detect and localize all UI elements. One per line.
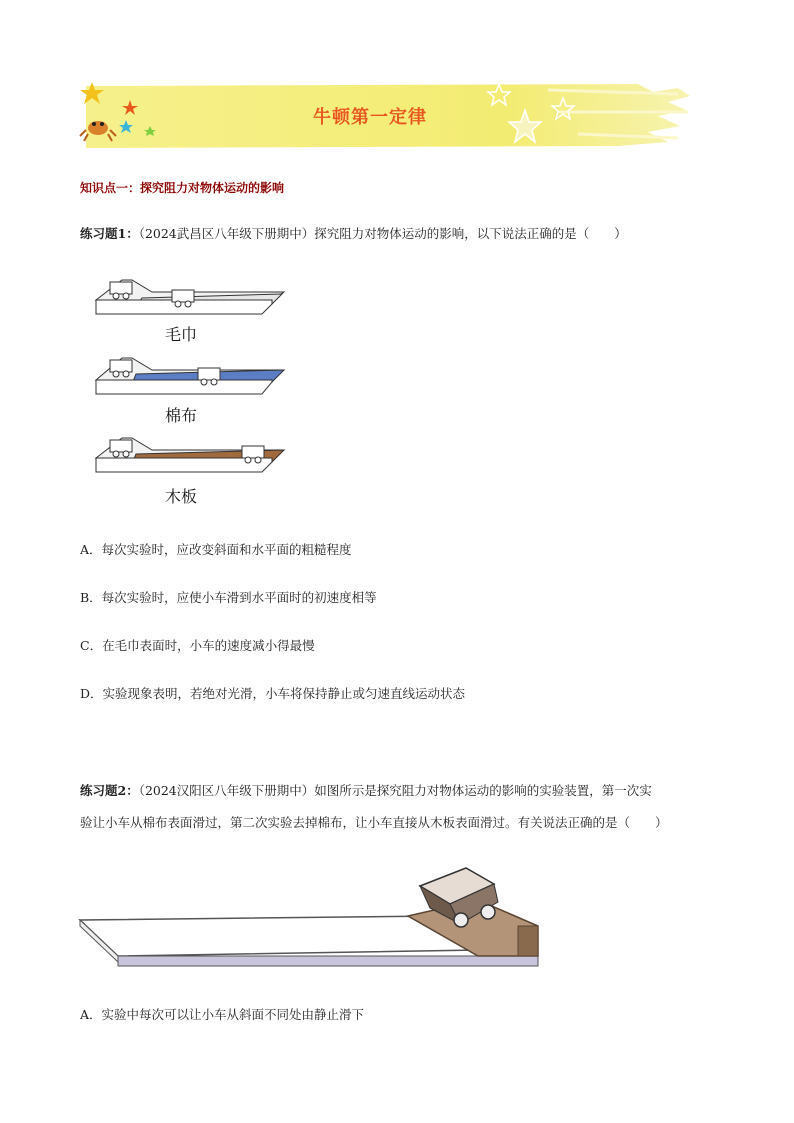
starfish-outline-icon [485, 82, 585, 152]
option-a: A．每次实验时，应改变斜面和水平面的粗糙程度 [80, 542, 352, 557]
exercise-1-text: （2024武昌区八年级下册期中）探究阻力对物体运动的影响，以下说法正确的是（ ） [138, 226, 627, 241]
exercise-1-label: 练习题1： [80, 226, 139, 241]
page-title: 牛顿第一定律 [313, 107, 427, 128]
exercise-2-line1: （2024汉阳区八年级下册期中）如图所示是探究阻力对物体运动的影响的实验装置，第一次实 [138, 783, 652, 798]
exercise-1-question [80, 218, 720, 250]
knowledge-point-heading: 知识点一：探究阻力对物体运动的影响 [80, 181, 285, 195]
exercise-2-figure [78, 860, 548, 976]
exercise-1-figure [92, 270, 292, 510]
wood-label: 木板 [165, 487, 198, 506]
starfish-crab-decoration-icon [78, 78, 168, 148]
cloth-ramp-diagram [96, 358, 284, 394]
exercise-2-label: 练习题2： [80, 783, 139, 798]
exercise-2-line2: 验让小车从棉布表面滑过，第二次实验去掉棉布，让小车直接从木板表面滑过。有关说法正确的是（ ） [80, 815, 668, 830]
towel-label: 毛巾 [165, 325, 198, 344]
towel-ramp-diagram [96, 280, 284, 314]
cloth-label: 棉布 [165, 406, 198, 425]
option-d: D．实验现象表明，若绝对光滑，小车将保持静止或匀速直线运动状态 [80, 686, 466, 701]
exercise-2-question [80, 775, 720, 839]
option-c: C．在毛巾表面时，小车的速度减小得最慢 [80, 638, 315, 653]
option-b: B．每次实验时，应使小车滑到水平面时的初速度相等 [80, 590, 377, 605]
wood-ramp-diagram [96, 438, 284, 472]
exercise-2-option-a: A．实验中每次可以让小车从斜面不同处由静止滑下 [80, 1007, 365, 1022]
